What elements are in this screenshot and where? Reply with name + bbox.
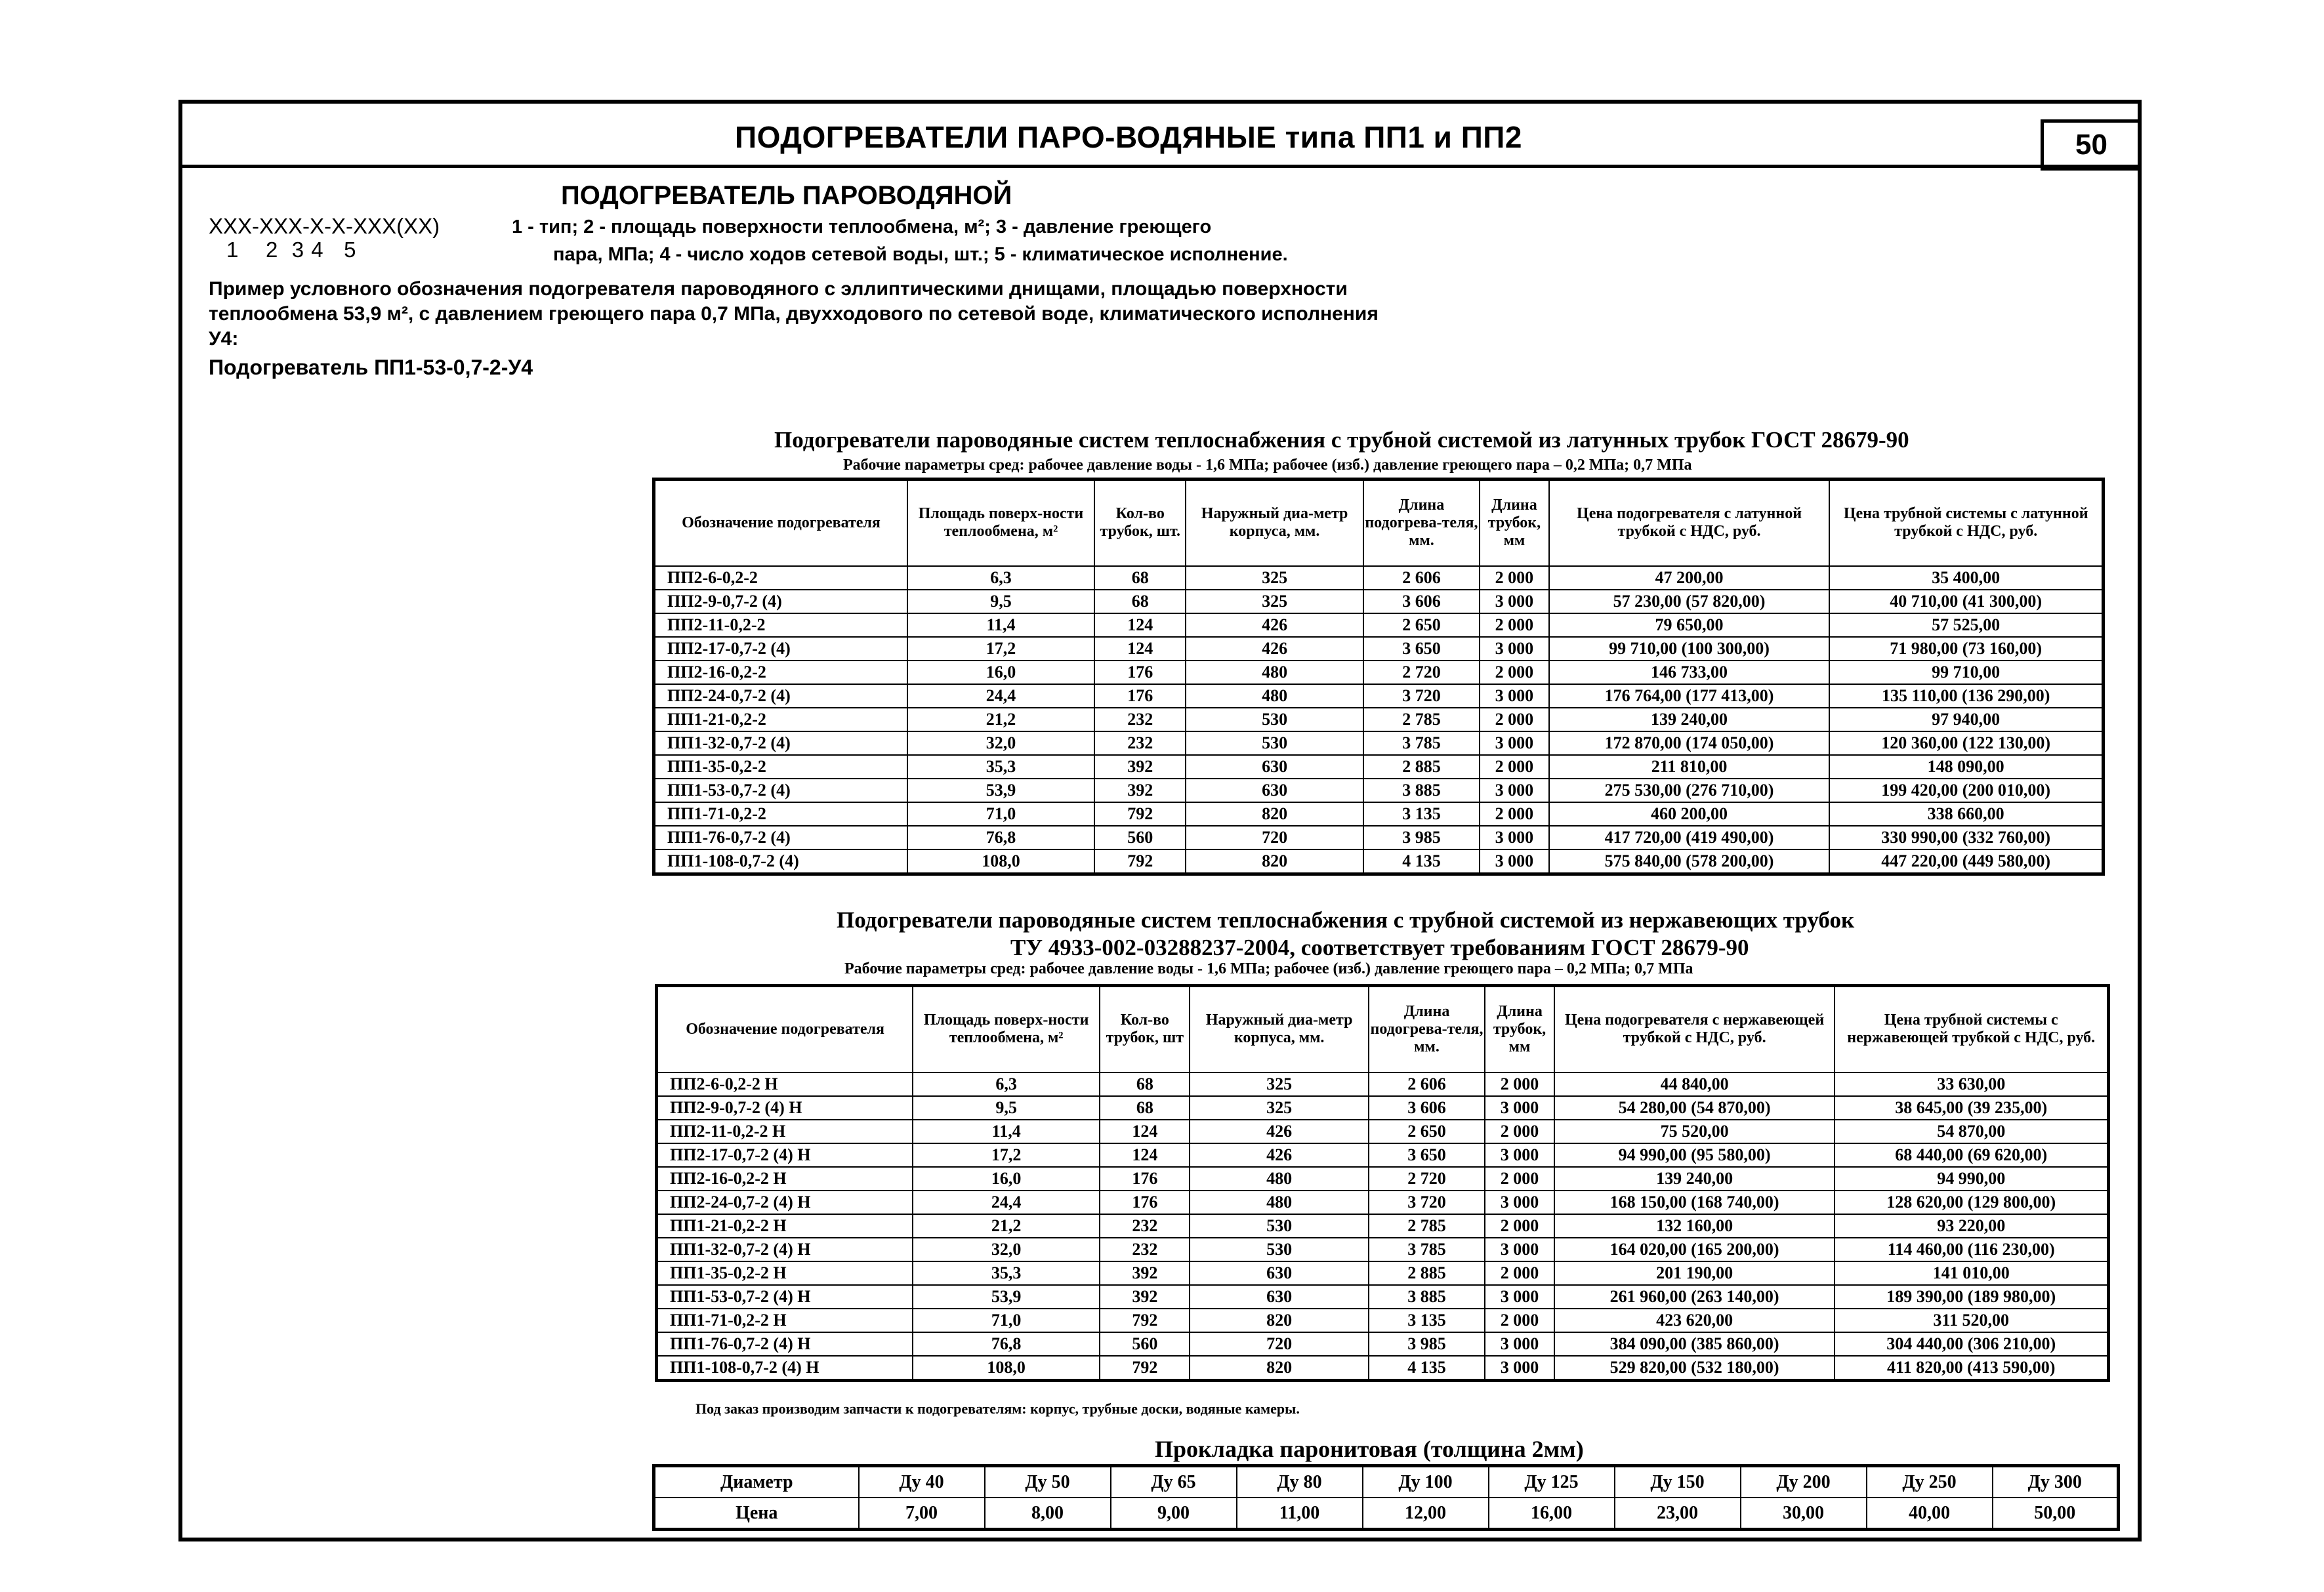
table-cell: 176 (1094, 661, 1186, 684)
table-row (657, 1096, 2109, 1120)
table-cell: 16,0 (907, 661, 1094, 684)
table-row (657, 1285, 2109, 1309)
table-cell: 108,0 (913, 1356, 1100, 1381)
column-header: Цена подогревателя с латунной трубкой с НДС, руб. (1549, 480, 1830, 566)
gasket-diameter: Ду 100 (1363, 1466, 1489, 1498)
table-cell: 2 000 (1485, 1309, 1554, 1332)
table-row (654, 849, 2104, 874)
table-cell: 304 440,00 (306 210,00) (1835, 1332, 2108, 1356)
table-cell: 3 000 (1480, 849, 1549, 874)
heater-designation: ПП2-11-0,2-2 (654, 613, 907, 637)
table-row (657, 1309, 2109, 1332)
table-cell: 68 (1094, 566, 1186, 590)
table-row (657, 1143, 2109, 1167)
table-cell: 630 (1190, 1261, 1368, 1285)
table-cell: 530 (1186, 731, 1363, 755)
table-cell: 325 (1190, 1096, 1368, 1120)
table-cell: 330 990,00 (332 760,00) (1829, 826, 2103, 849)
column-header: Кол-во трубок, шт (1100, 986, 1190, 1072)
table-cell: 232 (1094, 708, 1186, 731)
column-header: Цена трубной системы с латунной трубкой с НДС, руб. (1829, 480, 2103, 566)
table-cell: 3 885 (1363, 779, 1480, 802)
table-cell: 426 (1190, 1143, 1368, 1167)
section-subtitle: ПОДОГРЕВАТЕЛЬ ПАРОВОДЯНОЙ (561, 181, 1012, 210)
table-cell: 71 980,00 (73 160,00) (1829, 637, 2103, 661)
table-cell: 232 (1100, 1238, 1190, 1261)
designation-code: XXX-XXX-X-X-XXX(XX) (209, 214, 440, 238)
table-cell: 24,4 (907, 684, 1094, 708)
table-cell: 94 990,00 (95 580,00) (1554, 1143, 1835, 1167)
table-row (657, 1261, 2109, 1285)
table-cell: 2 000 (1480, 661, 1549, 684)
example-designation: Подогреватель ПП1-53-0,7-2-У4 (209, 356, 533, 379)
table-cell: 3 000 (1485, 1285, 1554, 1309)
table-row (654, 684, 2104, 708)
table-row (657, 1238, 2109, 1261)
table-cell: 57 525,00 (1829, 613, 2103, 637)
table-cell: 3 000 (1485, 1332, 1554, 1356)
table-cell: 94 990,00 (1835, 1167, 2108, 1191)
table-cell: 124 (1100, 1120, 1190, 1143)
heater-designation: ПП2-11-0,2-2 Н (657, 1120, 913, 1143)
table-cell: 2 650 (1369, 1120, 1485, 1143)
heater-designation: ПП2-17-0,7-2 (4) Н (657, 1143, 913, 1167)
table-cell: 3 000 (1480, 590, 1549, 613)
table-cell: 2 000 (1480, 708, 1549, 731)
table-cell: 560 (1094, 826, 1186, 849)
table-cell: 53,9 (907, 779, 1094, 802)
table-cell: 630 (1186, 755, 1363, 779)
table-cell: 97 940,00 (1829, 708, 2103, 731)
table-cell: 3 606 (1363, 590, 1480, 613)
table-cell: 16,0 (913, 1167, 1100, 1191)
table-cell: 71,0 (913, 1309, 1100, 1332)
table-cell: 120 360,00 (122 130,00) (1829, 731, 2103, 755)
heater-designation: ПП1-53-0,7-2 (4) Н (657, 1285, 913, 1309)
table-cell: 54 870,00 (1835, 1120, 2108, 1143)
table-cell: 2 885 (1369, 1261, 1485, 1285)
table-cell: 480 (1190, 1167, 1368, 1191)
table-row (657, 1191, 2109, 1214)
table-cell: 93 220,00 (1835, 1214, 2108, 1238)
table-cell: 2 000 (1485, 1072, 1554, 1096)
table-cell: 17,2 (913, 1143, 1100, 1167)
table-row (654, 731, 2104, 755)
heater-designation: ПП1-32-0,7-2 (4) (654, 731, 907, 755)
table-cell: 3 000 (1485, 1096, 1554, 1120)
table-cell: 2 000 (1480, 802, 1549, 826)
table-cell: 261 960,00 (263 140,00) (1554, 1285, 1835, 1309)
table-cell: 38 645,00 (39 235,00) (1835, 1096, 2108, 1120)
table-cell: 6,3 (913, 1072, 1100, 1096)
steel-table-caption: Подогреватели пароводяные систем теплоснабжения с трубной системой из нержавеющих трубок (837, 907, 1855, 933)
table-cell: 68 (1100, 1096, 1190, 1120)
price-label: Цена (654, 1498, 859, 1530)
gasket-diameter: Ду 250 (1867, 1466, 1993, 1498)
gasket-price: 11,00 (1237, 1498, 1363, 1530)
table-cell: 199 420,00 (200 010,00) (1829, 779, 2103, 802)
table-cell: 447 220,00 (449 580,00) (1829, 849, 2103, 874)
table-cell: 392 (1100, 1285, 1190, 1309)
heater-designation: ПП1-71-0,2-2 Н (657, 1309, 913, 1332)
table-cell: 3 000 (1485, 1143, 1554, 1167)
table-cell: 338 660,00 (1829, 802, 2103, 826)
table-cell: 423 620,00 (1554, 1309, 1835, 1332)
table-cell: 2 000 (1480, 755, 1549, 779)
table-cell: 108,0 (907, 849, 1094, 874)
table-cell: 3 785 (1363, 731, 1480, 755)
table-cell: 176 (1100, 1167, 1190, 1191)
table-cell: 480 (1186, 684, 1363, 708)
table-row (657, 1214, 2109, 1238)
table-row (654, 708, 2104, 731)
table-cell: 35,3 (913, 1261, 1100, 1285)
table-cell: 2 785 (1369, 1214, 1485, 1238)
gasket-price: 30,00 (1741, 1498, 1867, 1530)
table-cell: 3 985 (1369, 1332, 1485, 1356)
table-row (654, 802, 2104, 826)
table-cell: 11,4 (913, 1120, 1100, 1143)
table-cell: 124 (1094, 613, 1186, 637)
heater-designation: ПП2-9-0,7-2 (4) (654, 590, 907, 613)
gasket-price: 40,00 (1867, 1498, 1993, 1530)
table-cell: 3 000 (1480, 826, 1549, 849)
table-cell: 2 785 (1363, 708, 1480, 731)
table-cell: 2 606 (1369, 1072, 1485, 1096)
table-row (654, 590, 2104, 613)
gasket-price: 16,00 (1489, 1498, 1615, 1530)
table-cell: 33 630,00 (1835, 1072, 2108, 1096)
table-cell: 47 200,00 (1549, 566, 1830, 590)
table-cell: 35 400,00 (1829, 566, 2103, 590)
table-cell: 530 (1190, 1214, 1368, 1238)
table-cell: 820 (1190, 1356, 1368, 1381)
brass-tube-heaters-table (652, 478, 2105, 876)
table-cell: 99 710,00 (100 300,00) (1549, 637, 1830, 661)
table-cell: 6,3 (907, 566, 1094, 590)
table-cell: 75 520,00 (1554, 1120, 1835, 1143)
heater-designation: ПП1-53-0,7-2 (4) (654, 779, 907, 802)
table-cell: 68 (1094, 590, 1186, 613)
table-cell: 11,4 (907, 613, 1094, 637)
steel-table-spec: ТУ 4933-002-03288237-2004, соответствует требованиям ГОСТ 28679-90 (1010, 935, 1749, 960)
gasket-diameter: Ду 65 (1111, 1466, 1237, 1498)
heater-designation: ПП1-108-0,7-2 (4) Н (657, 1356, 913, 1381)
table-cell: 32,0 (913, 1238, 1100, 1261)
heater-designation: ПП2-6-0,2-2 (654, 566, 907, 590)
heater-designation: ПП2-24-0,7-2 (4) (654, 684, 907, 708)
table-cell: 530 (1190, 1238, 1368, 1261)
example-text: Пример условного обозначения подогревателя пароводяного с эллиптическими днищами, площадью поверхности теплообмена 53,9 м², с давлением греющего пара 0,7 МПа, двухходового по сетевой воде, климатического исполнения У4: (209, 278, 1379, 350)
designation-code-numbers: 1 2 3 4 5 (226, 237, 357, 262)
table-cell: 3 000 (1480, 637, 1549, 661)
table-cell: 99 710,00 (1829, 661, 2103, 684)
table-cell: 35,3 (907, 755, 1094, 779)
table-cell: 24,4 (913, 1191, 1100, 1214)
table-cell: 124 (1094, 637, 1186, 661)
table-cell: 2 000 (1485, 1167, 1554, 1191)
table-cell: 68 (1100, 1072, 1190, 1096)
table-row (657, 1072, 2109, 1096)
table-row (654, 661, 2104, 684)
column-header: Длина трубок, мм (1485, 986, 1554, 1072)
table-cell: 128 620,00 (129 800,00) (1835, 1191, 2108, 1214)
table-cell: 139 240,00 (1549, 708, 1830, 731)
table-cell: 480 (1190, 1191, 1368, 1214)
table-cell: 232 (1100, 1214, 1190, 1238)
table-cell: 3 985 (1363, 826, 1480, 849)
column-header: Площадь поверх-ности теплообмена, м² (907, 480, 1094, 566)
table-cell: 53,9 (913, 1285, 1100, 1309)
column-header: Цена трубной системы с нержавеющей трубкой с НДС, руб. (1835, 986, 2108, 1072)
table-cell: 325 (1186, 566, 1363, 590)
table-cell: 2 720 (1363, 661, 1480, 684)
gasket-price: 7,00 (859, 1498, 985, 1530)
table-cell: 3 000 (1480, 779, 1549, 802)
gasket-diameter: Ду 50 (985, 1466, 1111, 1498)
steel-table-params: Рабочие параметры сред: рабочее давление воды - 1,6 МПа; рабочее (изб.) давление греющего пара – 0,2 МПа; 0,7 МПа (844, 960, 1693, 977)
table-cell: 4 135 (1363, 849, 1480, 874)
table-cell: 426 (1190, 1120, 1368, 1143)
table-cell: 21,2 (913, 1214, 1100, 1238)
table-cell: 172 870,00 (174 050,00) (1549, 731, 1830, 755)
heater-designation: ПП1-35-0,2-2 (654, 755, 907, 779)
table-row (654, 613, 2104, 637)
table-row (654, 826, 2104, 849)
table-cell: 411 820,00 (413 590,00) (1835, 1356, 2108, 1381)
table-cell: 40 710,00 (41 300,00) (1829, 590, 2103, 613)
column-header: Обозначение подогревателя (654, 480, 907, 566)
heater-designation: ПП1-21-0,2-2 Н (657, 1214, 913, 1238)
table-cell: 2 000 (1480, 566, 1549, 590)
gasket-diameter: Ду 80 (1237, 1466, 1363, 1498)
column-header: Длина трубок, мм (1480, 480, 1549, 566)
gasket-diameter: Ду 40 (859, 1466, 985, 1498)
gasket-price: 50,00 (1993, 1498, 2119, 1530)
table-cell: 146 733,00 (1549, 661, 1830, 684)
table-cell: 529 820,00 (532 180,00) (1554, 1356, 1835, 1381)
table-cell: 4 135 (1369, 1356, 1485, 1381)
table-cell: 3 650 (1369, 1143, 1485, 1167)
table-cell: 176 (1100, 1191, 1190, 1214)
page-number: 50 (2041, 119, 2139, 171)
column-header: Обозначение подогревателя (657, 986, 913, 1072)
table-cell: 164 020,00 (165 200,00) (1554, 1238, 1835, 1261)
table-cell: 2 000 (1480, 613, 1549, 637)
table-row (657, 1120, 2109, 1143)
brass-table-params: Рабочие параметры сред: рабочее давление воды - 1,6 МПа; рабочее (изб.) давление греющего пара – 0,2 МПа; 0,7 МПа (843, 457, 1692, 474)
table-cell: 57 230,00 (57 820,00) (1549, 590, 1830, 613)
heater-designation: ПП2-24-0,7-2 (4) Н (657, 1191, 913, 1214)
table-cell: 3 000 (1480, 731, 1549, 755)
table-cell: 792 (1094, 849, 1186, 874)
table-cell: 189 390,00 (189 980,00) (1835, 1285, 2108, 1309)
table-cell: 139 240,00 (1554, 1167, 1835, 1191)
table-cell: 54 280,00 (54 870,00) (1554, 1096, 1835, 1120)
heater-designation: ПП2-6-0,2-2 Н (657, 1072, 913, 1096)
table-cell: 79 650,00 (1549, 613, 1830, 637)
gasket-price-table (652, 1464, 2120, 1531)
column-header: Площадь поверх-ности теплообмена, м² (913, 986, 1100, 1072)
table-cell: 211 810,00 (1549, 755, 1830, 779)
table-cell: 124 (1100, 1143, 1190, 1167)
table-cell: 44 840,00 (1554, 1072, 1835, 1096)
table-cell: 76,8 (913, 1332, 1100, 1356)
column-header: Длина подогрева-теля, мм. (1369, 986, 1485, 1072)
table-cell: 384 090,00 (385 860,00) (1554, 1332, 1835, 1356)
table-cell: 792 (1100, 1356, 1190, 1381)
table-cell: 71,0 (907, 802, 1094, 826)
table-cell: 3 785 (1369, 1238, 1485, 1261)
table-cell: 3 650 (1363, 637, 1480, 661)
heater-designation: ПП1-71-0,2-2 (654, 802, 907, 826)
table-cell: 3 720 (1363, 684, 1480, 708)
table-cell: 3 135 (1363, 802, 1480, 826)
table-cell: 720 (1190, 1332, 1368, 1356)
table-row (654, 637, 2104, 661)
table-cell: 2 000 (1485, 1261, 1554, 1285)
gasket-price: 12,00 (1363, 1498, 1489, 1530)
table-cell: 2 000 (1485, 1214, 1554, 1238)
table-row (657, 1167, 2109, 1191)
table-row (654, 755, 2104, 779)
table-cell: 630 (1190, 1285, 1368, 1309)
heater-designation: ПП1-32-0,7-2 (4) Н (657, 1238, 913, 1261)
table-cell: 3 135 (1369, 1309, 1485, 1332)
heater-designation: ПП2-16-0,2-2 (654, 661, 907, 684)
gasket-diameter: Ду 125 (1489, 1466, 1615, 1498)
heater-designation: ПП1-35-0,2-2 Н (657, 1261, 913, 1285)
spare-parts-note: Под заказ производим запчасти к подогревателям: корпус, трубные доски, водяные камеры. (695, 1400, 1300, 1417)
table-cell: 575 840,00 (578 200,00) (1549, 849, 1830, 874)
gasket-price: 23,00 (1615, 1498, 1741, 1530)
column-header: Наружный диа-метр корпуса, мм. (1186, 480, 1363, 566)
table-cell: 68 440,00 (69 620,00) (1835, 1143, 2108, 1167)
table-cell: 530 (1186, 708, 1363, 731)
table-cell: 17,2 (907, 637, 1094, 661)
table-cell: 176 (1094, 684, 1186, 708)
table-cell: 9,5 (913, 1096, 1100, 1120)
table-body (654, 566, 2104, 874)
table-cell: 141 010,00 (1835, 1261, 2108, 1285)
column-header: Длина подогрева-теля, мм. (1363, 480, 1480, 566)
table-cell: 9,5 (907, 590, 1094, 613)
table-cell: 820 (1186, 802, 1363, 826)
table-cell: 76,8 (907, 826, 1094, 849)
heater-designation: ПП1-21-0,2-2 (654, 708, 907, 731)
table-header-row (657, 986, 2109, 1072)
table-cell: 630 (1186, 779, 1363, 802)
table-cell: 3 885 (1369, 1285, 1485, 1309)
table-cell: 135 110,00 (136 290,00) (1829, 684, 2103, 708)
table-cell: 3 000 (1485, 1191, 1554, 1214)
table-cell: 132 160,00 (1554, 1214, 1835, 1238)
table-cell: 2 885 (1363, 755, 1480, 779)
table-row (657, 1356, 2109, 1381)
heater-designation: ПП1-76-0,7-2 (4) Н (657, 1332, 913, 1356)
table-cell: 311 520,00 (1835, 1309, 2108, 1332)
table-cell: 2 000 (1485, 1120, 1554, 1143)
table-cell: 2 720 (1369, 1167, 1485, 1191)
heater-designation: ПП1-108-0,7-2 (4) (654, 849, 907, 874)
table-cell: 3 000 (1480, 684, 1549, 708)
stainless-tube-heaters-table (655, 984, 2110, 1382)
table-cell: 176 764,00 (177 413,00) (1549, 684, 1830, 708)
gasket-table-caption: Прокладка паронитовая (толщина 2мм) (1155, 1436, 1584, 1462)
table-cell: 792 (1100, 1309, 1190, 1332)
gasket-price: 9,00 (1111, 1498, 1237, 1530)
table-row (654, 566, 2104, 590)
heater-designation: ПП1-76-0,7-2 (4) (654, 826, 907, 849)
table-cell: 392 (1094, 779, 1186, 802)
table-cell: 560 (1100, 1332, 1190, 1356)
gasket-diameter-row (654, 1466, 2119, 1498)
table-cell: 720 (1186, 826, 1363, 849)
table-cell: 3 000 (1485, 1356, 1554, 1381)
gasket-diameter: Ду 300 (1993, 1466, 2119, 1498)
gasket-price: 8,00 (985, 1498, 1111, 1530)
column-header: Кол-во трубок, шт. (1094, 480, 1186, 566)
table-cell: 820 (1190, 1309, 1368, 1332)
table-cell: 392 (1100, 1261, 1190, 1285)
table-cell: 417 720,00 (419 490,00) (1549, 826, 1830, 849)
table-cell: 426 (1186, 637, 1363, 661)
table-cell: 275 530,00 (276 710,00) (1549, 779, 1830, 802)
table-cell: 148 090,00 (1829, 755, 2103, 779)
table-cell: 3 720 (1369, 1191, 1485, 1214)
table-cell: 32,0 (907, 731, 1094, 755)
gasket-diameter: Ду 200 (1741, 1466, 1867, 1498)
table-body (657, 1072, 2109, 1381)
table-cell: 201 190,00 (1554, 1261, 1835, 1285)
table-cell: 3 000 (1485, 1238, 1554, 1261)
heater-designation: ПП2-17-0,7-2 (4) (654, 637, 907, 661)
heater-designation: ПП2-9-0,7-2 (4) Н (657, 1096, 913, 1120)
table-cell: 114 460,00 (116 230,00) (1835, 1238, 2108, 1261)
table-cell: 232 (1094, 731, 1186, 755)
brass-table-caption: Подогреватели пароводяные систем теплоснабжения с трубной системой из латунных трубок ГОСТ 28679-90 (774, 427, 1909, 453)
table-cell: 480 (1186, 661, 1363, 684)
page-title: ПОДОГРЕВАТЕЛИ ПАРО-ВОДЯНЫЕ типа ПП1 и ПП2 (735, 120, 1522, 154)
table-row (657, 1332, 2109, 1356)
table-row (654, 779, 2104, 802)
table-cell: 820 (1186, 849, 1363, 874)
table-cell: 460 200,00 (1549, 802, 1830, 826)
table-cell: 21,2 (907, 708, 1094, 731)
table-cell: 2 606 (1363, 566, 1480, 590)
table-cell: 168 150,00 (168 740,00) (1554, 1191, 1835, 1214)
diameter-label: Диаметр (654, 1466, 859, 1498)
table-cell: 392 (1094, 755, 1186, 779)
table-cell: 325 (1190, 1072, 1368, 1096)
table-cell: 325 (1186, 590, 1363, 613)
table-cell: 792 (1094, 802, 1186, 826)
code-legend-line-2: пара, МПа; 4 - число ходов сетевой воды, шт.; 5 - климатическое исполнение. (553, 244, 1288, 265)
table-cell: 426 (1186, 613, 1363, 637)
code-legend-line-1: 1 - тип; 2 - площадь поверхности теплообмена, м²; 3 - давление греющего (512, 216, 1212, 237)
column-header: Цена подогревателя с нержавеющей трубкой с НДС, руб. (1554, 986, 1835, 1072)
column-header: Наружный диа-метр корпуса, мм. (1190, 986, 1368, 1072)
table-cell: 2 650 (1363, 613, 1480, 637)
table-header-row (654, 480, 2104, 566)
heater-designation: ПП2-16-0,2-2 Н (657, 1167, 913, 1191)
gasket-price-row (654, 1498, 2119, 1530)
gasket-diameter: Ду 150 (1615, 1466, 1741, 1498)
table-cell: 3 606 (1369, 1096, 1485, 1120)
